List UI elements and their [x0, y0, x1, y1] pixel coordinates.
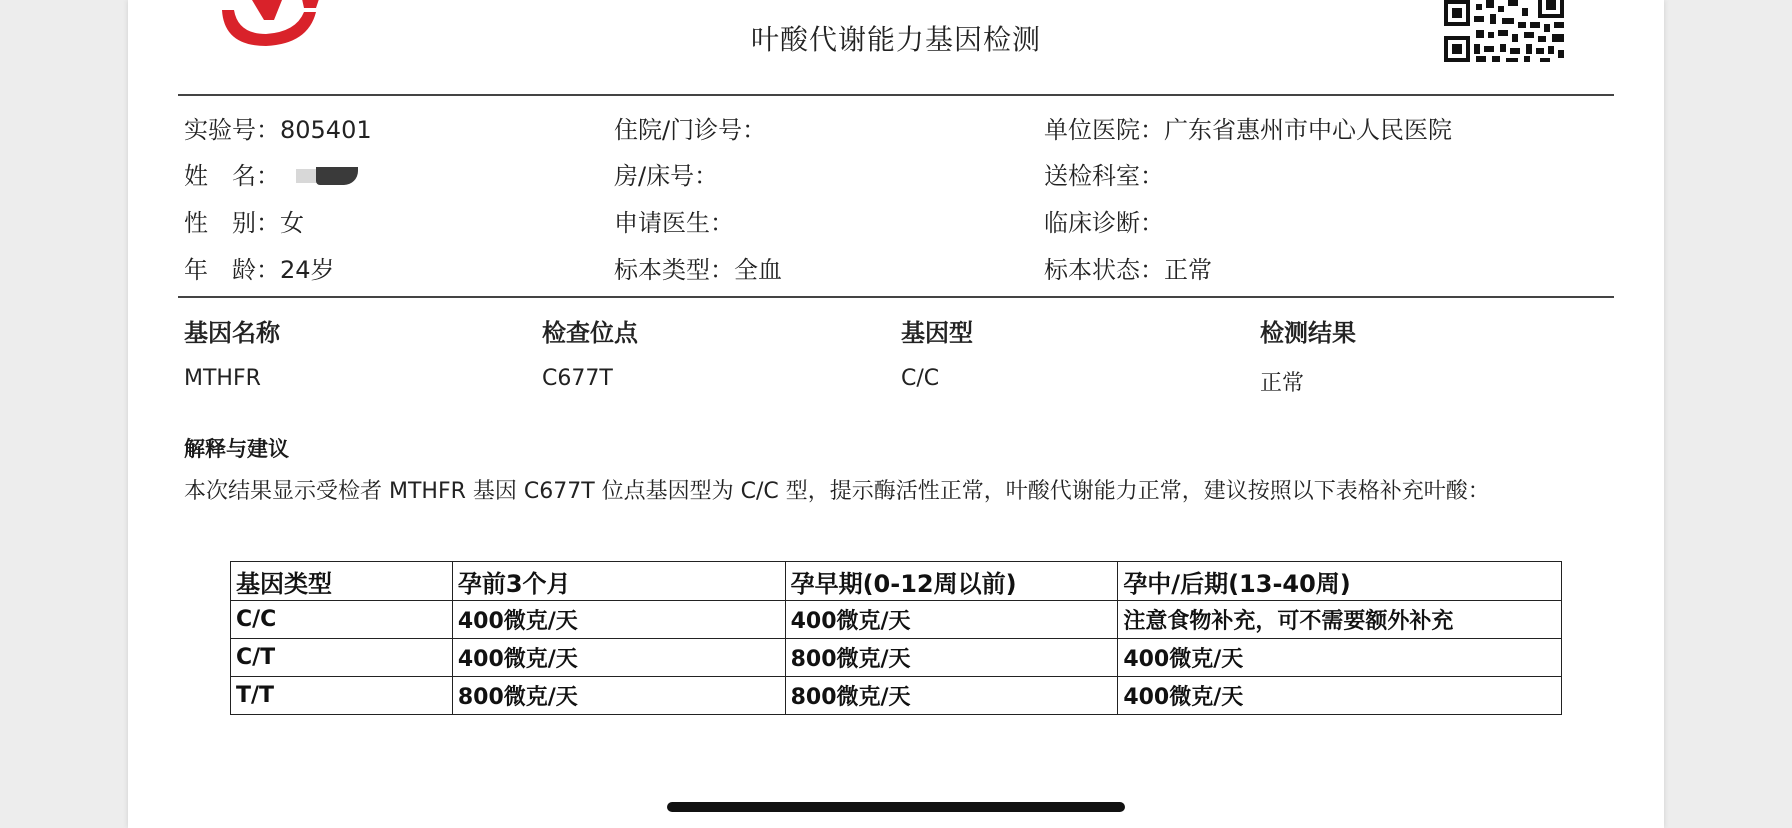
interpretation-body: 本次结果显示受检者 MTHFR 基因 C677T 位点基因型为 C/C 型，提示酶活性正常，叶酸代谢能力正常，建议按照以下表格补充叶酸：: [184, 479, 1490, 504]
table-row: [231, 601, 1562, 639]
inpatient-number-field: [614, 110, 766, 145]
sample-status-value: 正常: [1164, 256, 1212, 284]
table-cell: 400微克/天: [785, 601, 1118, 639]
inpatient-number-label: 住院/门诊号：: [614, 116, 767, 144]
bed-number-label: 房/床号：: [614, 162, 719, 190]
table-header-cell: 孕中/后期(13-40周): [1118, 562, 1562, 601]
result-outcome: 正常: [1260, 371, 1305, 396]
sample-status-field: [1044, 250, 1212, 285]
department-field: [1044, 156, 1164, 191]
recommendation-table: [230, 561, 1562, 715]
header-divider: [178, 94, 1614, 96]
table-header-cell: 孕早期(0-12周以前): [785, 562, 1118, 601]
bed-number-field: [614, 156, 718, 191]
sample-type-field: [614, 250, 782, 285]
table-header-cell: 基因类型: [231, 562, 453, 601]
report-title: 叶酸代谢能力基因检测: [750, 23, 1041, 56]
report-page: [128, 0, 1664, 828]
department-label: 送检科室：: [1044, 162, 1164, 190]
hospital-field: [1044, 110, 1452, 145]
result-site: C677T: [542, 366, 613, 391]
lab-number-value: 805401: [280, 116, 372, 144]
gender-value: 女: [280, 209, 304, 237]
lab-number-label: 实验号：: [184, 116, 280, 144]
table-cell: C/T: [231, 639, 453, 677]
table-cell: 400微克/天: [1118, 677, 1562, 715]
doctor-field: [614, 203, 734, 238]
name-field: [184, 156, 360, 191]
table-cell: 注意食物补充，可不需要额外补充: [1118, 601, 1562, 639]
result-gene-name: MTHFR: [184, 366, 261, 391]
doctor-label: 申请医生：: [614, 209, 734, 237]
age-value: 24岁: [280, 256, 335, 284]
gender-field: [184, 203, 304, 238]
table-cell: 800微克/天: [452, 677, 785, 715]
table-cell: 800微克/天: [785, 639, 1118, 677]
lab-number-field: [184, 110, 372, 145]
table-header-cell: 孕前3个月: [452, 562, 785, 601]
diagnosis-label: 临床诊断：: [1044, 209, 1164, 237]
table-cell: C/C: [231, 601, 453, 639]
hospital-label: 单位医院：: [1044, 116, 1164, 144]
result-genotype: C/C: [901, 366, 940, 391]
gender-label: 性 别：: [184, 209, 280, 237]
home-indicator[interactable]: [667, 802, 1125, 812]
table-cell: T/T: [231, 677, 453, 715]
result-header-site: 检查位点: [542, 319, 638, 347]
table-cell: 400微克/天: [1118, 639, 1562, 677]
name-redaction: [296, 167, 360, 187]
table-header-row: [231, 562, 1562, 601]
diagnosis-field: [1044, 203, 1164, 238]
hospital-value: 广东省惠州市中心人民医院: [1164, 116, 1452, 144]
info-divider: [178, 296, 1614, 298]
age-label: 年 龄：: [184, 256, 280, 284]
table-cell: 800微克/天: [785, 677, 1118, 715]
age-field: [184, 250, 335, 285]
result-header-gene-name: 基因名称: [184, 319, 280, 347]
table-row: [231, 677, 1562, 715]
result-header-outcome: 检测结果: [1260, 319, 1356, 347]
table-cell: 400微克/天: [452, 601, 785, 639]
result-header-genotype: 基因型: [901, 319, 973, 347]
name-label: 姓 名：: [184, 162, 280, 190]
sample-type-label: 标本类型：: [614, 256, 734, 284]
table-row: [231, 639, 1562, 677]
sample-status-label: 标本状态：: [1044, 256, 1164, 284]
interpretation-title: 解释与建议: [184, 437, 289, 461]
table-cell: 400微克/天: [452, 639, 785, 677]
sample-type-value: 全血: [734, 256, 782, 284]
